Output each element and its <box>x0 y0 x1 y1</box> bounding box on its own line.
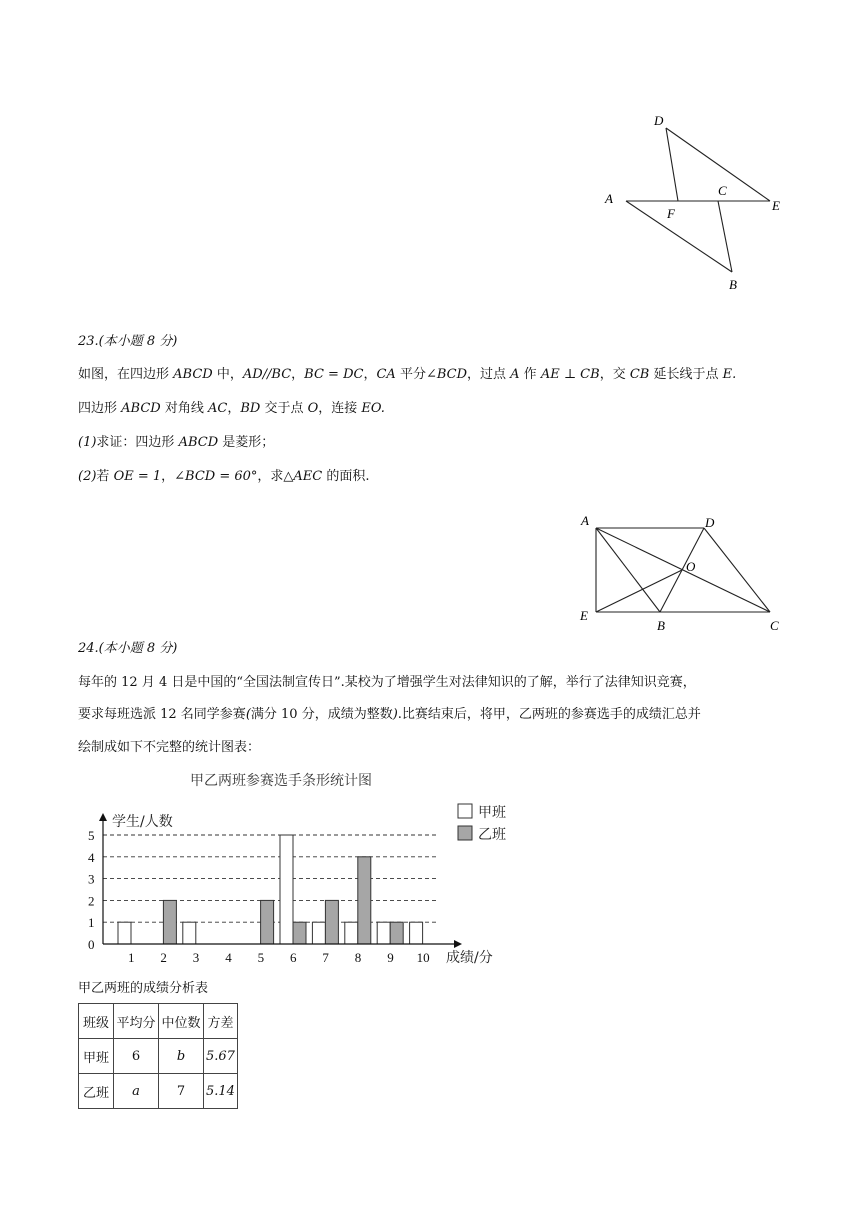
bar-jia-10 <box>410 922 423 944</box>
legend-swatch <box>458 826 472 840</box>
q24-header: 24.(本小题 8 分) <box>78 641 178 656</box>
y-tick-label: 5 <box>88 828 95 843</box>
bar-jia-1 <box>118 922 131 944</box>
fig2-label-b: B <box>657 618 665 633</box>
x-tick-label: 6 <box>290 950 297 965</box>
bar-chart <box>70 765 520 970</box>
bar-jia-8 <box>345 922 358 944</box>
fig2-label-a: A <box>581 513 589 528</box>
x-tick-label: 8 <box>354 950 362 965</box>
chart-ylabel: 学生/人数 <box>112 814 173 830</box>
q23-line1: 如图，在四边形 ABCD 中，AD//BC，BC = DC，CA 平分∠BCD，过点 A 作 AE ⊥ CB，交 CB 延长线于点 E. <box>78 367 737 382</box>
bar-jia-7 <box>312 922 325 944</box>
x-tick-label: 7 <box>322 950 329 965</box>
q24-line3: 绘制成如下不完整的统计图表： <box>78 740 261 755</box>
bar-yi-9 <box>390 922 403 944</box>
x-tick-label: 9 <box>387 950 394 965</box>
y-tick-label: 1 <box>88 915 95 931</box>
y-axis-arrow <box>99 813 107 821</box>
x-tick-label: 1 <box>128 950 135 965</box>
fig1-label-f: F <box>667 206 675 221</box>
fig1-label-e: E <box>772 198 780 213</box>
bar-jia-3 <box>183 922 196 944</box>
legend-swatch <box>458 804 472 818</box>
table-caption: 甲乙两班的成绩分析表 <box>78 981 209 996</box>
q24-line1: 每年的 12 月 4 日是中国的“全国法制宣传日”.某校为了增强学生对法律知识的了解，举行了法律知识竞赛， <box>78 675 696 690</box>
y-tick-label: 4 <box>88 849 95 865</box>
table-cell: 5.14 <box>204 1074 238 1109</box>
table-header-cell: 方差 <box>204 1004 238 1039</box>
table-row <box>79 1074 238 1109</box>
fig1-label-c: C <box>718 183 727 198</box>
table-cell: a <box>114 1074 159 1109</box>
x-axis-arrow <box>454 940 462 948</box>
table-cell: b <box>159 1039 204 1074</box>
y-tick-label: 2 <box>88 893 95 909</box>
table-header-row <box>79 1004 238 1039</box>
q24-line2: 要求每班选派 12 名同学参赛(满分 10 分，成绩为整数).比赛结束后，将甲，乙两班的参赛选手的成绩汇总并 <box>78 707 701 722</box>
table-header-cell: 平均分 <box>114 1004 159 1039</box>
fig1-label-b: B <box>729 277 737 292</box>
table-cell: 5.67 <box>204 1039 238 1074</box>
fig2-label-d: D <box>705 515 715 530</box>
chart-title: 甲乙两班参赛选手条形统计图 <box>190 773 372 789</box>
table-header-cell: 班级 <box>79 1004 114 1039</box>
bar-jia-6 <box>280 835 293 944</box>
fig2-label-e: E <box>580 608 588 623</box>
fig1-label-d: D <box>654 113 664 128</box>
bar-jia-9 <box>377 922 390 944</box>
table-cell: 6 <box>114 1039 159 1074</box>
x-tick-label: 2 <box>160 950 167 965</box>
x-tick-label: 5 <box>257 950 265 965</box>
q23-header: 23.(本小题 8 分) <box>78 334 178 349</box>
bar-yi-5 <box>261 900 274 944</box>
q23-line2: 四边形 ABCD 对角线 AC，BD 交于点 O，连接 EO. <box>78 401 385 416</box>
legend-label: 甲班 <box>478 806 506 821</box>
bar-yi-7 <box>325 900 338 944</box>
bar-yi-8 <box>358 857 371 944</box>
bar-yi-2 <box>163 900 176 944</box>
x-tick-label: 4 <box>225 950 232 965</box>
chart-xlabel: 成绩/分 <box>446 950 493 966</box>
table-header-cell: 中位数 <box>159 1004 204 1039</box>
table-cell: 乙班 <box>79 1074 114 1109</box>
y-tick-label: 3 <box>88 871 95 887</box>
bar-yi-6 <box>293 922 306 944</box>
y-tick-label: 0 <box>88 937 95 952</box>
x-tick-label: 10 <box>416 950 430 965</box>
table-cell: 7 <box>159 1074 204 1109</box>
x-tick-label: 3 <box>192 950 200 965</box>
q23-sub2: (2)若 OE = 1，∠BCD = 60°，求△AEC 的面积. <box>78 469 370 484</box>
figure-triangles <box>595 105 795 295</box>
fig1-label-a: A <box>605 191 613 206</box>
analysis-table <box>78 1003 238 1109</box>
figure-rhombus <box>575 510 790 635</box>
legend-label: 乙班 <box>478 828 506 843</box>
q23-sub1: (1)求证：四边形 ABCD 是菱形； <box>78 435 275 450</box>
table-row <box>79 1039 238 1074</box>
fig2-label-o: O <box>686 559 696 574</box>
table-cell: 甲班 <box>79 1039 114 1074</box>
fig2-label-c: C <box>770 618 779 633</box>
